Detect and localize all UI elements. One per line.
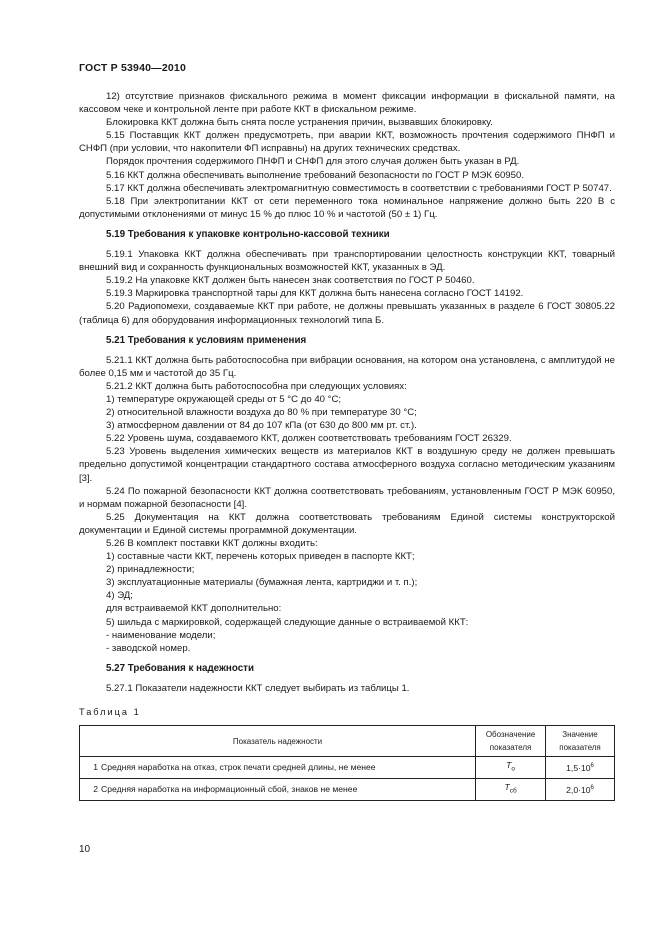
paragraph: 5.22 Уровень шума, создаваемого ККТ, должен соответствовать требованиям ГОСТ 26329. — [106, 433, 512, 445]
table-cell — [476, 779, 546, 801]
paragraph: 12) отсутствие признаков фискального режима в момент фиксации информации в фискальной памяти, на кассовом чеке и контрольной ленте при работе ККТ в фискальном режиме. — [79, 91, 615, 116]
section-title: 5.21 Требования к условиям применения — [106, 334, 307, 346]
page-number: 10 — [79, 844, 91, 855]
list-item: 2) принадлежности; — [106, 564, 195, 576]
value-exponent: 6 — [590, 763, 594, 770]
paragraph: 5.18 При электропитании ККТ от сети переменного тока номинальное напряжение должно быть 220 В с допустимыми отклонениями от минус 15 % до плюс 10 % и частотой (50 ± 1) Гц. — [79, 195, 615, 220]
symbol: T — [504, 782, 510, 793]
row-number: 2 — [93, 783, 98, 794]
table-cell — [546, 757, 615, 779]
paragraph: 5.19.2 На упаковке ККТ должен быть нанесен знак соответствия по ГОСТ Р 50460. — [106, 275, 475, 287]
section-title: 5.19 Требования к упаковке контрольно-кассовой техники — [106, 228, 390, 240]
table-cell — [546, 779, 615, 801]
list-item: 5) шильда с маркировкой, содержащей следующие данные о встраиваемой ККТ: — [106, 616, 469, 628]
paragraph: 5.23 Уровень выделения химических веществ из материалов ККТ в воздушную среду не должен превышать предельно допустимой концентрации стандартного состава атмосферного воздуха согласно методическим указаниям [3]. — [79, 446, 615, 484]
table-header-cell: Обозначение показателя — [476, 726, 546, 757]
table-caption: Таблица 1 — [79, 707, 141, 718]
paragraph: 5.16 ККТ должна обеспечивать выполнение требований безопасности по ГОСТ Р МЭК 60950. — [106, 169, 524, 181]
list-item: 2) относительной влажности воздуха до 80 % при температуре 30 °С; — [106, 407, 417, 419]
row-text: Средняя наработка на отказ, строк печати средней длины, не менее — [101, 762, 376, 773]
table-header-row — [80, 726, 615, 757]
paragraph: 5.19.1 Упаковка ККТ должна обеспечивать при транспортировании целостность конструкции ККТ, товарный внешний вид и сохранность функциональных возможностей ККТ, указанных в ЭД. — [79, 249, 615, 274]
document-header: ГОСТ Р 53940—2010 — [79, 62, 187, 74]
table-cell — [80, 757, 476, 779]
list-item: 1) температуре окружающей среды от 5 °С до 40 °С; — [106, 393, 342, 405]
symbol-subscript: о — [511, 766, 515, 774]
paragraph: 5.24 По пожарной безопасности ККТ должна соответствовать требованиям, установленным ГОСТ Р МЭК 60950, и нормам пожарной безопасности [4]. — [79, 485, 615, 510]
row-number: 1 — [93, 762, 98, 773]
list-item: 3) атмосферном давлении от 84 до 107 кПа (от 630 до 800 мм рт. ст.). — [106, 420, 417, 432]
row-text: Средняя наработка на информационный сбой, знаков не менее — [101, 783, 358, 794]
paragraph: 5.21.2 ККТ должна быть работоспособна при следующих условиях: — [106, 380, 407, 392]
value-exponent: 6 — [590, 785, 594, 792]
paragraph: 5.17 ККТ должна обеспечивать электромагнитную совместимость в соответствии с требованиями ГОСТ Р 50747. — [106, 182, 612, 194]
table-row — [80, 757, 615, 779]
list-item: - заводской номер. — [106, 642, 191, 654]
value: 1,5·10 — [566, 763, 591, 774]
paragraph: 5.21.1 ККТ должна быть работоспособна при вибрации основания, на котором она установлена, с амплитудой не более 0,15 мм и частотой до 35 Гц. — [79, 354, 615, 379]
list-item: 3) эксплуатационные материалы (бумажная лента, картриджи и т. п.); — [106, 577, 418, 589]
paragraph: Блокировка ККТ должна быть снята после устранения причин, вызвавших блокировку. — [106, 117, 493, 129]
paragraph: 5.25 Документация на ККТ должна соответствовать требованиям Единой системы конструкторской документации и Единой системы программной документации. — [79, 511, 615, 536]
section-title: 5.27 Требования к надежности — [106, 662, 254, 674]
table-cell — [80, 779, 476, 801]
table-row — [80, 779, 615, 801]
document-body — [79, 90, 615, 801]
paragraph: 5.26 В комплект поставки ККТ должны входить: — [106, 538, 318, 549]
table-header-cell: Показатель надежности — [80, 726, 476, 757]
paragraph: 5.27.1 Показатели надежности ККТ следует выбирать из таблицы 1. — [106, 682, 410, 694]
paragraph: 5.20 Радиопомехи, создаваемые ККТ при работе, не должны превышать указанных в разделе 6 ГОСТ 30805.22 (таблица 6) для оборудования информационных технологий типа Б. — [79, 301, 615, 326]
table-cell — [476, 757, 546, 779]
symbol-subscript: сб — [509, 787, 517, 795]
value: 2,0·10 — [566, 784, 591, 795]
paragraph: Порядок прочтения содержимого ПНФП и СНФП для этого случая должен быть указан в РД. — [106, 156, 520, 168]
reliability-table — [79, 725, 615, 801]
symbol: T — [506, 760, 512, 771]
list-item: 1) составные части ККТ, перечень которых приведен в паспорте ККТ; — [106, 551, 415, 563]
list-item: - наименование модели; — [106, 629, 216, 641]
paragraph: 5.19.3 Маркировка транспортной тары для ККТ должна быть нанесена согласно ГОСТ 14192. — [106, 288, 524, 300]
list-item: для встраиваемой ККТ дополнительно: — [106, 603, 282, 615]
table-header-cell: Значение показателя — [546, 726, 615, 757]
list-item: 4) ЭД; — [106, 590, 133, 602]
paragraph: 5.15 Поставщик ККТ должен предусмотреть, при аварии ККТ, возможность прочтения содержимого ПНФП и СНФП (при условии, что накопители ФП исправны) на других технических средствах. — [79, 130, 615, 155]
